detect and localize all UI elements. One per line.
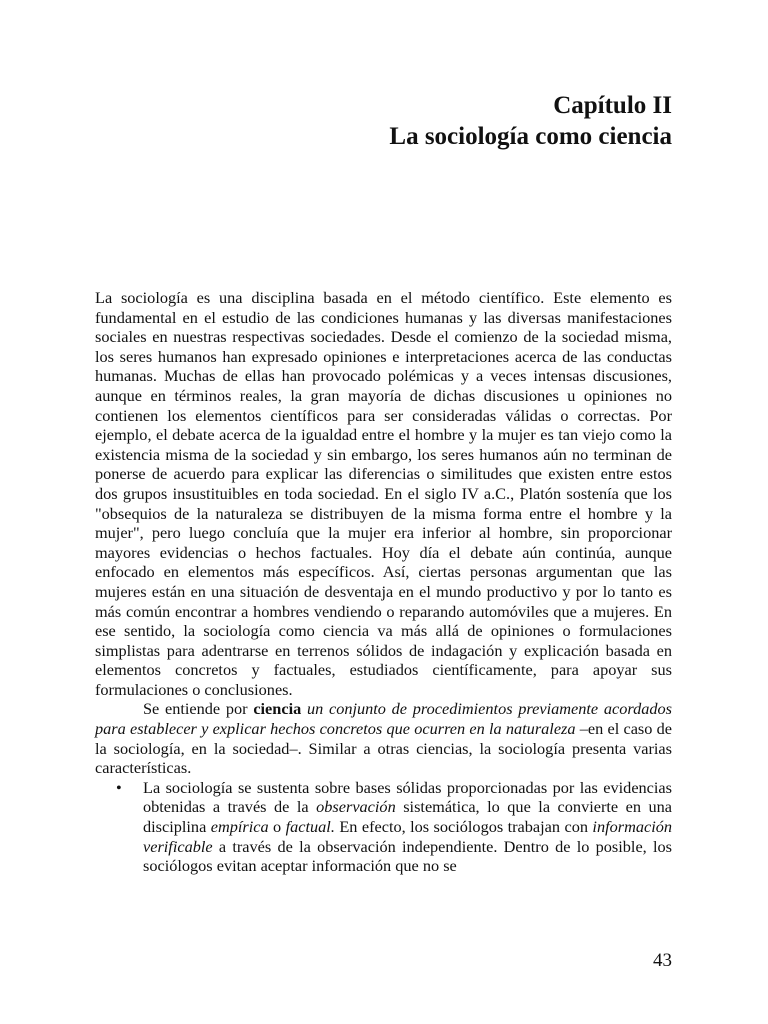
term-informacion-verificable: información verificable [143,817,673,856]
bullet-item-1 [95,778,672,876]
chapter-title: La sociología como ciencia [389,123,672,150]
bullet-1-text-3: o [268,817,286,837]
body-text [95,288,672,876]
definition-text: un conjunto de procedimientos previamente acordados para establecer y explicar hechos concretos que ocurren en la naturaleza [95,699,672,739]
bullet-1-text-4: En efecto, los sociólogos trabajan con [334,817,593,837]
paragraph-2-lead: Se entiende por [143,699,254,719]
chapter-heading [389,90,672,152]
bullet-icon: • [116,777,122,797]
bullet-1-text-5: a través de la observación independiente. Dentro de lo posible, los sociólogos evitan aceptar información que no se [143,836,672,876]
page-number: 43 [653,950,672,971]
term-factual: factual. [285,817,335,837]
term-ciencia: ciencia [253,699,302,719]
bullet-1-text-1: La sociología se sustenta sobre bases sólidas proporcionadas por las evidencias obtenidas a través de la [143,777,672,817]
chapter-number: Capítulo II [553,92,672,119]
paragraph-2 [95,699,672,777]
bullet-1-text-2: sistemática, lo que la convierte en una disciplina [143,797,673,837]
term-observacion: observación [316,797,396,817]
paragraph-2-rest: –en el caso de la sociología, en la sociedad–. Similar a otras ciencias, la sociología presenta varias características. [95,719,672,778]
paragraph-1: La sociología es una disciplina basada en el método científico. Este elemento es fundamental en el estudio de las condiciones humanas y las diversas manifestaciones sociales en nuestras respectivas sociedades. Desde el comienzo de la sociedad misma, los seres humanos han expresado opiniones e interpretaciones acerca de las conductas humanas. Muchas de ellas han provocado polémicas y a veces intensas discusiones, aunque en términos reales, la gran mayoría de dichas discusiones u opiniones no contienen los elementos científicos para ser consideradas válidas o correctas. Por ejemplo, el debate acerca de la igualdad entre el hombre y la mujer es tan viejo como la existencia misma de la sociedad y sin embargo, los seres humanos aún no terminan de ponerse de acuerdo para explicar las diferencias o similitudes que existen entre estos dos grupos insustituibles en toda sociedad. En el siglo IV a.C., Platón sostenía que los "obsequios de la naturaleza se distribuyen de la misma forma entre el hombre y la mujer", pero luego concluía que la mujer era inferior al hombre, sin proporcionar mayores evidencias o hechos factuales. Hoy día el debate aún continúa, aunque enfocado en elementos más específicos. Así, ciertas personas argumentan que las mujeres están en una situación de desventaja en el mundo productivo y por lo tanto es más común encontrar a hombres vendiendo o reparando automóviles que a mujeres. En ese sentido, la sociología como ciencia va más allá de opiniones o formulaciones simplistas para adentrarse en terrenos sólidos de indagación y explicación basada en elementos concretos y factuales, estudiados científicamente, para apoyar sus formulaciones o conclusiones. [95,288,672,699]
term-empirica: empírica [210,817,269,837]
